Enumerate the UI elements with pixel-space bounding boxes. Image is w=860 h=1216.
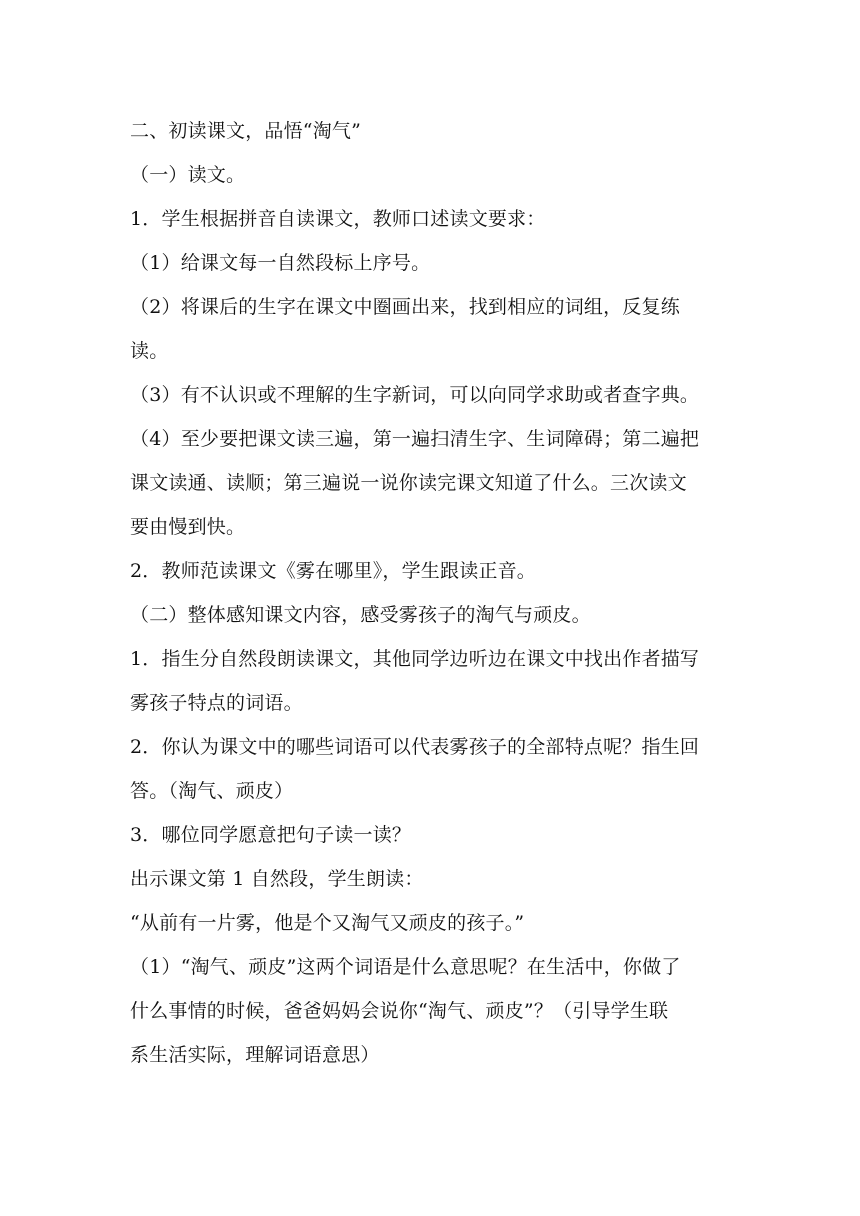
text-line: 2．你认为课文中的哪些词语可以代表雾孩子的全部特点呢？指生回 xyxy=(130,736,700,758)
text-line: （2）将课后的生字在课文中圈画出来，找到相应的词组，反复练 xyxy=(130,296,680,318)
text-line: 雾孩子特点的词语。 xyxy=(130,692,303,714)
text-line: 答。（淘气、顽皮） xyxy=(130,780,294,802)
text-line: （1）“淘气、顽皮”这两个词语是什么意思呢？在生活中，你做了 xyxy=(130,956,681,978)
text-line: （4）至少要把课文读三遍，第一遍扫清生字、生词障碍；第二遍把 xyxy=(130,428,700,450)
text-line: 出示课文第 1 自然段，学生朗读： xyxy=(130,868,424,890)
text-line: 2．教师范读课文《雾在哪里》，学生跟读正音。 xyxy=(130,560,536,582)
text-line: 3．哪位同学愿意把句子读一读？ xyxy=(130,824,412,846)
text-line: 读。 xyxy=(130,340,169,362)
text-line: 课文读通、读顺；第三遍说一说你读完课文知道了什么。三次读文 xyxy=(130,472,687,494)
document-body xyxy=(130,109,740,1077)
text-line: （3）有不认识或不理解的生字新词，可以向同学求助或者查字典。 xyxy=(130,384,700,406)
section-heading: 二、初读课文，品悟“淘气” xyxy=(130,120,362,142)
text-line: 1．指生分自然段朗读课文，其他同学边听边在课文中找出作者描写 xyxy=(130,648,700,670)
text-line: （1）给课文每一自然段标上序号。 xyxy=(130,252,431,274)
quoted-sentence: “从前有一片雾，他是个又淘气又顽皮的孩子。” xyxy=(130,912,525,934)
subsection-heading: （一）读文。 xyxy=(130,164,246,186)
text-line: 要由慢到快。 xyxy=(130,516,246,538)
text-line: 系生活实际，理解词语意思） xyxy=(130,1044,380,1066)
text-line: 什么事情的时候，爸爸妈妈会说你“淘气、顽皮”？（引导学生联 xyxy=(130,1000,669,1022)
subsection-heading: （二）整体感知课文内容，感受雾孩子的淘气与顽皮。 xyxy=(130,604,591,626)
text-line: 1．学生根据拼音自读课文，教师口述读文要求： xyxy=(130,208,546,230)
